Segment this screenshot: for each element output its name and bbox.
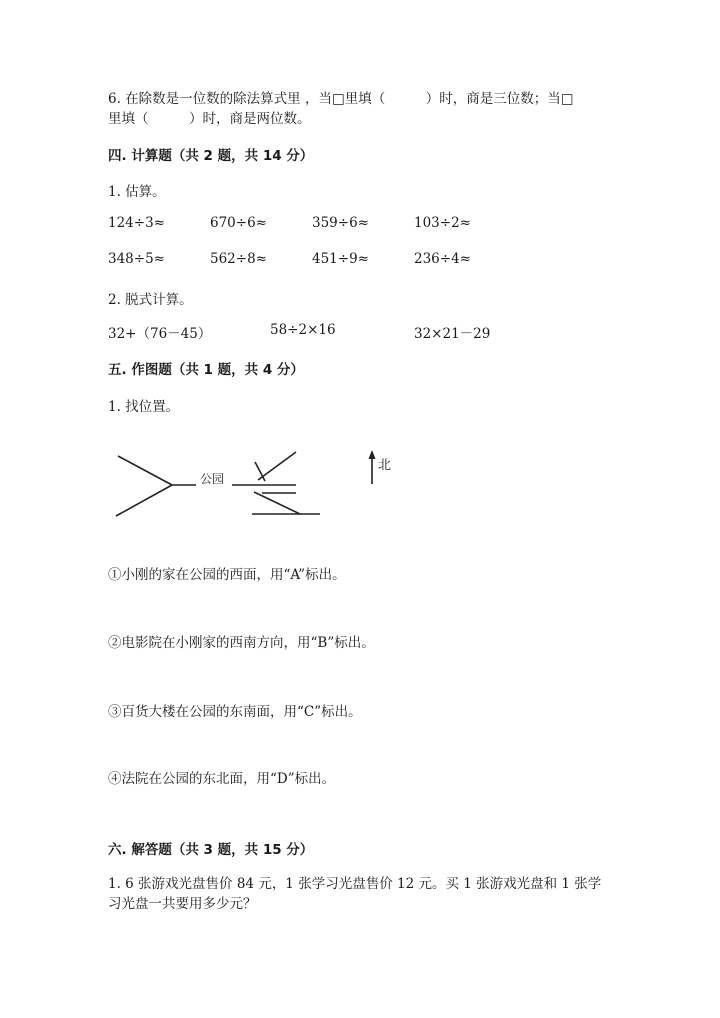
expression-item: 58÷2×16 [270,322,336,338]
position-question-title: 1. 找位置。 [108,399,180,415]
expression-item: 32+（76－45） [108,326,212,342]
road-east-upper-1 [258,452,296,480]
position-item-1: ①小刚的家在公园的西面，用“A”标出。 [108,567,346,583]
expression-item: 32×21－29 [414,326,491,342]
map-north-label: 北 [378,458,392,473]
road-west-lower [116,485,172,516]
q6-line-1: 6. 在除数是一位数的除法算式里 ，当□里填（ ）时，商是三位数；当□ [108,91,574,107]
estimate-item: 359÷6≈ [312,215,369,231]
map-diagram [0,440,720,530]
estimate-item: 236÷4≈ [414,251,471,267]
map-park-label: 公园 [200,472,225,486]
estimate-item: 348÷5≈ [108,251,165,267]
road-west-upper [118,456,172,485]
word-problem-line-2: 习光盘一共要用多少元？ [108,896,257,912]
position-item-2: ②电影院在小刚家的西南方向，用“B”标出。 [108,635,375,651]
estimate-item: 124÷3≈ [108,215,165,231]
calc-question-title: 2. 脱式计算。 [108,292,193,308]
q6-line-2: 里填（ ）时，商是两位数。 [108,111,311,127]
north-arrow-head [369,450,376,459]
road-east-lower [254,492,300,514]
position-item-3: ③百货大楼在公园的东南面，用“C”标出。 [108,704,362,720]
estimate-item: 670÷6≈ [210,215,267,231]
estimate-item: 562÷8≈ [210,251,267,267]
section-4-title: 四. 计算题（共 2 题，共 14 分） [108,148,314,164]
estimate-item: 451÷9≈ [312,251,369,267]
section-6-title: 六. 解答题（共 3 题，共 15 分） [108,842,314,858]
word-problem-line-1: 1. 6 张游戏光盘售价 84 元，1 张学习光盘售价 12 元。买 1 张游戏光盘和 1 张学 [108,876,602,892]
estimate-item: 103÷2≈ [414,215,471,231]
section-5-title: 五. 作图题（共 1 题，共 4 分） [108,362,304,378]
position-item-4: ④法院在公园的东北面，用“D”标出。 [108,771,336,787]
estimate-question-title: 1. 估算。 [108,184,166,200]
